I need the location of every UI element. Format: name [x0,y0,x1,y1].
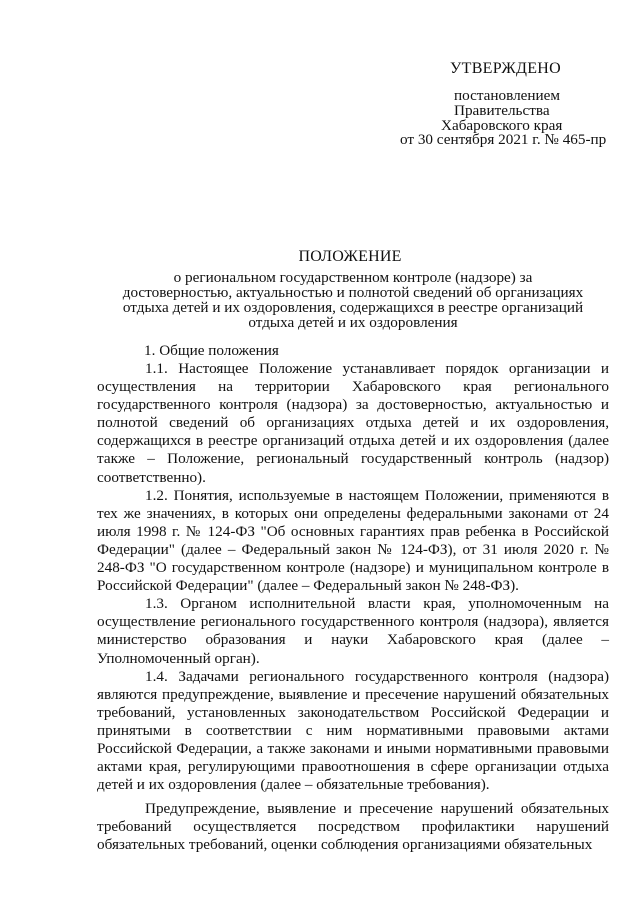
section-heading: 1. Общие положения [144,342,279,359]
document-body [97,360,609,855]
document-subtitle [118,270,588,330]
approval-line-region: Хабаровского края [441,117,563,134]
paragraph-1-2: 1.2. Понятия, используемые в настоящем Положении, применяются в тех же значениях, в которых они определены федеральными законами от 24 июля 1998 г. № 124-ФЗ "Об основных гарантиях прав ребенка в Российской Федерации" (далее – Федеральный закон № 124-ФЗ), от 31 июля 2020 г. № 248-ФЗ "О государственном контроле (надзоре) и муниципальном контроле в Российской Федерации" (далее – Федеральный закон № 248-ФЗ). [97,486,609,595]
paragraph-1-1: 1.1. Настоящее Положение устанавливает порядок организации и осуществления на территории Хабаровского края регионального государственного контроля (надзора) за достоверностью, актуальностью и полнотой сведений об организациях отдыха детей и их оздоровления, содержащихся в реестре организаций отдыха детей и их оздоровления (далее также – Положение, региональный государственный контроль (надзор) соответственно). [97,360,609,486]
approval-line-government: Правительства [454,102,550,119]
paragraph-prevention: Предупреждение, выявление и пресечение нарушений обязательных требований осуществляется посредством профилактики нарушений обязательных требований, оценки соблюдения организациями обязательных [97,800,609,854]
subtitle-line: о региональном государственном контроле (надзоре) за [173,269,533,286]
approval-title: УТВЕРЖДЕНО [450,60,562,77]
subtitle-line: достоверностью, актуальностью и полнотой сведений об организациях [122,284,584,301]
approval-line-resolution: постановлением [454,87,561,104]
subtitle-line: отдыха детей и их оздоровления [248,314,458,331]
document-title: ПОЛОЖЕНИЕ [298,248,402,265]
paragraph-1-4: 1.4. Задачами регионального государственного контроля (надзора) являются предупреждение, выявление и пресечение нарушений обязательных требований, установленных законодательством Российской Федерации и принятыми в соответствии с ним нормативными правовыми актами Российской Федерации, а также законами и иными нормативными правовыми актами края, регулирующими правоотношения в сфере организации отдыха детей и их оздоровления (далее – обязательные требования). [97,667,609,794]
subtitle-line: отдыха детей и их оздоровления, содержащихся в реестре организаций [122,299,584,316]
paragraph-1-3: 1.3. Органом исполнительной власти края, уполномоченным на осуществление регионального государственного контроля (надзора), является министерство образования и науки Хабаровского края (далее – Уполномоченный орган). [97,595,609,667]
approval-line-date-number: от 30 сентября 2021 г. № 465-пр [400,131,607,148]
